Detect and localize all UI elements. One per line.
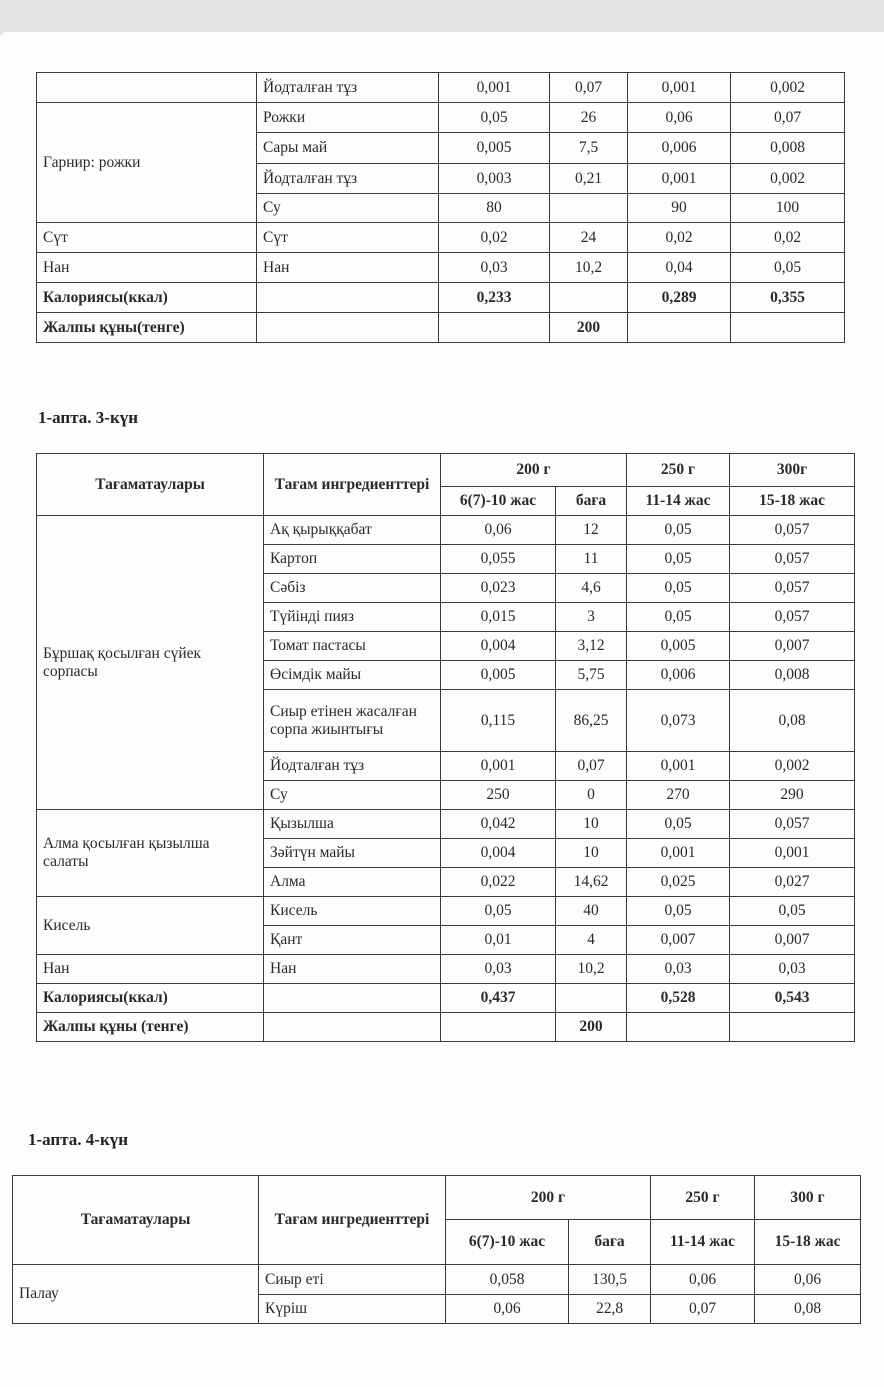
value-cell: 0,027 (730, 868, 855, 897)
col-header-age1: 6(7)-10 жас (446, 1220, 569, 1265)
ingredient-cell: Рожки (257, 103, 439, 133)
price-cell: 86,25 (556, 690, 627, 752)
price-cell: 10 (556, 810, 627, 839)
value-cell: 0,05 (441, 897, 556, 926)
value-cell: 0,002 (731, 164, 845, 194)
value-cell: 0,002 (730, 752, 855, 781)
value-cell: 0,08 (755, 1295, 861, 1324)
ingredient-cell: Су (257, 194, 439, 223)
value-cell: 0,06 (651, 1265, 755, 1295)
value-cell: 0,06 (446, 1295, 569, 1324)
price-cell: 24 (550, 223, 628, 253)
header-row (13, 1176, 861, 1220)
value-cell: 0,03 (439, 253, 550, 283)
price-cell: 0,07 (550, 73, 628, 103)
price-cell: 0 (556, 781, 627, 810)
value-cell: 0,003 (439, 164, 550, 194)
empty-cell (550, 283, 628, 313)
col-header-ingredients: Тағам ингредиенттері (264, 454, 441, 516)
document-page (0, 32, 884, 1387)
value-cell: 0,007 (730, 926, 855, 955)
ingredient-cell: Картоп (264, 545, 441, 574)
col-header-300g: 300 г (755, 1176, 861, 1220)
dish-cell (37, 73, 257, 103)
dish-cell: Кисель (37, 897, 264, 955)
col-header-300g: 300г (730, 454, 855, 487)
ingredient-cell: Нан (257, 253, 439, 283)
price-cell: 10 (556, 839, 627, 868)
section-title-week1-day3: 1-апта. 3-күн (38, 408, 139, 427)
value-cell: 0,006 (627, 661, 730, 690)
value-cell: 250 (441, 781, 556, 810)
value-cell: 0,05 (627, 574, 730, 603)
empty-cell (439, 313, 550, 343)
price-cell: 10,2 (550, 253, 628, 283)
section-title-week1-day4: 1-апта. 4-күн (28, 1130, 129, 1149)
ingredient-cell: Күріш (259, 1295, 446, 1324)
price-cell (550, 194, 628, 223)
value-cell: 0,05 (627, 810, 730, 839)
empty-cell (731, 313, 845, 343)
value-cell: 0,001 (730, 839, 855, 868)
value-cell: 0,022 (441, 868, 556, 897)
ingredient-cell: Қызылша (264, 810, 441, 839)
value-cell: 0,05 (627, 516, 730, 545)
ingredient-cell: Зәйтүн майы (264, 839, 441, 868)
value-cell: 0,02 (439, 223, 550, 253)
empty-cell (627, 1013, 730, 1042)
value-cell: 0,06 (628, 103, 731, 133)
ingredient-cell: Сиыр еті (259, 1265, 446, 1295)
empty-cell (628, 313, 731, 343)
value-cell: 0,058 (446, 1265, 569, 1295)
calories-value: 0,355 (731, 283, 845, 313)
dish-cell: Сүт (37, 223, 257, 253)
col-header-200g: 200 г (446, 1176, 651, 1220)
value-cell: 0,023 (441, 574, 556, 603)
price-cell: 4 (556, 926, 627, 955)
ingredient-cell: Су (264, 781, 441, 810)
price-cell: 12 (556, 516, 627, 545)
table-row (37, 223, 845, 253)
ingredient-cell: Сиыр етінен жасалған сорпа жиынтығы (264, 690, 441, 752)
value-cell: 0,115 (441, 690, 556, 752)
ingredient-cell: Сары май (257, 133, 439, 164)
value-cell: 290 (730, 781, 855, 810)
total-label: Жалпы құны (тенге) (37, 1013, 264, 1042)
ingredient-cell: Сүт (257, 223, 439, 253)
value-cell: 0,05 (731, 253, 845, 283)
value-cell: 0,03 (441, 955, 556, 984)
empty-cell (556, 984, 627, 1013)
calories-value: 0,437 (441, 984, 556, 1013)
value-cell: 0,02 (731, 223, 845, 253)
value-cell: 0,03 (730, 955, 855, 984)
value-cell: 0,055 (441, 545, 556, 574)
value-cell: 0,007 (627, 926, 730, 955)
price-cell: 26 (550, 103, 628, 133)
total-label: Жалпы құны(тенге) (37, 313, 257, 343)
value-cell: 0,007 (730, 632, 855, 661)
value-cell: 0,03 (627, 955, 730, 984)
total-row (37, 313, 845, 343)
value-cell: 0,005 (439, 133, 550, 164)
table-row (37, 810, 855, 839)
value-cell: 0,006 (628, 133, 731, 164)
ingredient-cell: Өсімдік майы (264, 661, 441, 690)
value-cell: 0,02 (628, 223, 731, 253)
dish-cell: Нан (37, 955, 264, 984)
ingredient-cell: Йодталған тұз (257, 164, 439, 194)
col-header-age2: 11-14 жас (651, 1220, 755, 1265)
value-cell: 0,05 (439, 103, 550, 133)
value-cell: 0,08 (730, 690, 855, 752)
col-header-dishes: Тағаматаулары (37, 454, 264, 516)
calories-value: 0,543 (730, 984, 855, 1013)
dish-cell: Бұршақ қосылған сүйек сорпасы (37, 516, 264, 810)
value-cell: 0,07 (651, 1295, 755, 1324)
calories-value: 0,528 (627, 984, 730, 1013)
price-cell: 0,07 (556, 752, 627, 781)
total-price: 200 (550, 313, 628, 343)
value-cell: 0,002 (731, 73, 845, 103)
value-cell: 0,004 (441, 839, 556, 868)
ingredient-cell: Қант (264, 926, 441, 955)
table-row (37, 103, 845, 133)
table-day2-continued (36, 72, 845, 343)
value-cell: 0,07 (731, 103, 845, 133)
value-cell: 0,05 (627, 603, 730, 632)
ingredient-cell: Нан (264, 955, 441, 984)
ingredient-cell: Йодталған тұз (257, 73, 439, 103)
table-row (37, 897, 855, 926)
value-cell: 80 (439, 194, 550, 223)
price-cell: 4,6 (556, 574, 627, 603)
value-cell: 0,042 (441, 810, 556, 839)
value-cell: 90 (628, 194, 731, 223)
price-cell: 5,75 (556, 661, 627, 690)
value-cell: 0,001 (628, 73, 731, 103)
col-header-price: баға (556, 487, 627, 516)
empty-cell (264, 1013, 441, 1042)
calories-value: 0,233 (439, 283, 550, 313)
empty-cell (264, 984, 441, 1013)
ingredient-cell: Сәбіз (264, 574, 441, 603)
value-cell: 0,057 (730, 545, 855, 574)
value-cell: 0,008 (730, 661, 855, 690)
ingredient-cell: Кисель (264, 897, 441, 926)
calories-label: Калориясы(ккал) (37, 283, 257, 313)
table-row (37, 253, 845, 283)
value-cell: 0,004 (441, 632, 556, 661)
price-cell: 10,2 (556, 955, 627, 984)
table-week1-day4 (12, 1175, 861, 1324)
price-cell: 0,21 (550, 164, 628, 194)
value-cell: 0,05 (730, 897, 855, 926)
price-cell: 3 (556, 603, 627, 632)
price-cell: 22,8 (569, 1295, 651, 1324)
table-row (13, 1265, 861, 1295)
price-cell: 11 (556, 545, 627, 574)
price-cell: 40 (556, 897, 627, 926)
empty-cell (441, 1013, 556, 1042)
dish-cell: Палау (13, 1265, 259, 1324)
col-header-250g: 250 г (627, 454, 730, 487)
value-cell: 0,05 (627, 545, 730, 574)
value-cell: 0,001 (628, 164, 731, 194)
empty-cell (257, 283, 439, 313)
value-cell: 0,005 (627, 632, 730, 661)
col-header-250g: 250 г (651, 1176, 755, 1220)
value-cell: 0,057 (730, 516, 855, 545)
ingredient-cell: Алма (264, 868, 441, 897)
calories-label: Калориясы(ккал) (37, 984, 264, 1013)
value-cell: 0,015 (441, 603, 556, 632)
value-cell: 0,001 (627, 839, 730, 868)
value-cell: 0,057 (730, 574, 855, 603)
price-cell: 3,12 (556, 632, 627, 661)
total-row (37, 1013, 855, 1042)
empty-cell (730, 1013, 855, 1042)
value-cell: 0,057 (730, 603, 855, 632)
ingredient-cell: Томат пастасы (264, 632, 441, 661)
ingredient-cell: Йодталған тұз (264, 752, 441, 781)
calories-row (37, 984, 855, 1013)
table-week1-day3 (36, 453, 855, 1042)
price-cell: 130,5 (569, 1265, 651, 1295)
price-cell: 14,62 (556, 868, 627, 897)
col-header-price: баға (569, 1220, 651, 1265)
total-price: 200 (556, 1013, 627, 1042)
dish-cell: Алма қосылған қызылша салаты (37, 810, 264, 897)
value-cell: 0,001 (441, 752, 556, 781)
value-cell: 0,025 (627, 868, 730, 897)
price-cell: 7,5 (550, 133, 628, 164)
col-header-age2: 11-14 жас (627, 487, 730, 516)
value-cell: 0,01 (441, 926, 556, 955)
value-cell: 0,073 (627, 690, 730, 752)
value-cell: 0,06 (755, 1265, 861, 1295)
dish-cell: Нан (37, 253, 257, 283)
col-header-ingredients: Тағам ингредиенттері (259, 1176, 446, 1265)
calories-row (37, 283, 845, 313)
value-cell: 0,001 (439, 73, 550, 103)
col-header-age3: 15-18 жас (755, 1220, 861, 1265)
col-header-dishes: Тағаматаулары (13, 1176, 259, 1265)
value-cell: 270 (627, 781, 730, 810)
value-cell: 0,05 (627, 897, 730, 926)
dish-cell: Гарнир: рожки (37, 103, 257, 223)
value-cell: 0,04 (628, 253, 731, 283)
ingredient-cell: Ақ қырыққабат (264, 516, 441, 545)
value-cell: 100 (731, 194, 845, 223)
value-cell: 0,008 (731, 133, 845, 164)
col-header-age1: 6(7)-10 жас (441, 487, 556, 516)
header-row (37, 454, 855, 487)
empty-cell (257, 313, 439, 343)
table-row (37, 73, 845, 103)
table-row (37, 955, 855, 984)
calories-value: 0,289 (628, 283, 731, 313)
col-header-200g: 200 г (441, 454, 627, 487)
value-cell: 0,001 (627, 752, 730, 781)
table-row (37, 516, 855, 545)
col-header-age3: 15-18 жас (730, 487, 855, 516)
value-cell: 0,057 (730, 810, 855, 839)
value-cell: 0,06 (441, 516, 556, 545)
value-cell: 0,005 (441, 661, 556, 690)
ingredient-cell: Түйінді пияз (264, 603, 441, 632)
